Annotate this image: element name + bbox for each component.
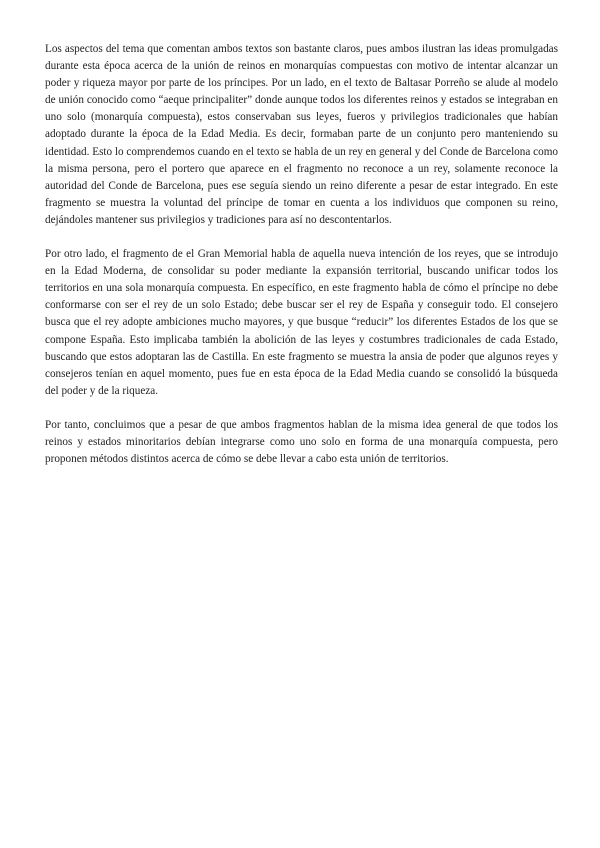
paragraph-3: Por tanto, concluimos que a pesar de que ambos fragmentos hablan de la misma idea general de que todos los reinos y estados minoritarios debían integrarse como uno solo en forma de una monarquía compuesta, pero proponen métodos distintos acerca de cómo se debe llevar a cabo esta unión de territorios. — [45, 418, 558, 466]
document-page — [45, 41, 558, 468]
paragraph-2: Por otro lado, el fragmento de el Gran Memorial habla de aquella nueva intención de los reyes, que se introdujo en la Edad Moderna, de consolidar su poder mediante la expansión territorial, buscando unificar todos los territorios en una sola monarquía compuesta. En específico, en este fragmento habla de cómo el príncipe no debe conformarse con ser el rey de un solo Estado; debe buscar ser el rey de España y conseguir todo. El consejero busca que el rey adopte ambiciones mucho mayores, y que busque “reducir” los diferentes Estados de los que se compone España. Esto implicaba también la abolición de las leyes y costumbres tradicionales de cada Estado, buscando que estos adoptaran las de Castilla. En este fragmento se muestra la ansia de poder que algunos reyes y consejeros tenían en aquel momento, pues fue en esta época de la Edad Media cuando se consolidó la búsqueda del poder y de la riqueza. — [45, 248, 558, 397]
paragraph-1: Los aspectos del tema que comentan ambos textos son bastante claros, pues ambos ilustran las ideas promulgadas durante esta época acerca de la unión de reinos en monarquías compuestas con motivo de intentar alcanzar un poder y riqueza mayor por parte de los príncipes. Por un lado, en el texto de Baltasar Porreño se alude al modelo de unión conocido como “aeque principaliter” donde aunque todos los diferentes reinos y estados se integraban en uno solo (monarquía compuesta), estos conservaban sus leyes, fueros y privilegios tradicionales que habían adoptado durante la época de la Edad Media. Es decir, formaban parte de un conjunto pero manteniendo su identidad. Esto lo comprendemos cuando en el texto se habla de un rey en general y del Conde de Barcelona como la misma persona, pero el portero que aparece en el fragmento no reconoce a un rey, solamente reconoce la autoridad del Conde de Barcelona, pues ese seguía siendo un reino diferente a pesar de estar integrado. En este fragmento se muestra la voluntad del príncipe de tomar en cuenta a los individuos que componen su reino, dejándoles mantener sus privilegios y tradiciones para así no descontentarlos. — [45, 43, 558, 226]
